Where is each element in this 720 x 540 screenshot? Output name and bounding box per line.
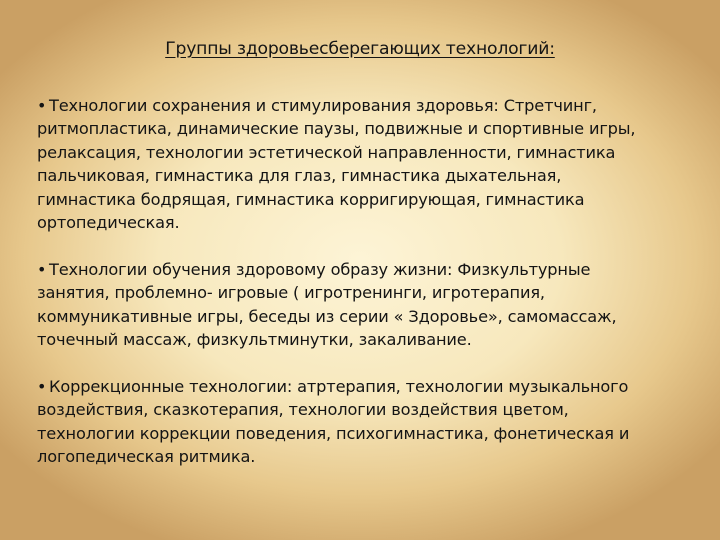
bullet-icon: • <box>37 96 47 115</box>
paragraph-line: ритмопластика, динамические паузы, подвижные и спортивные игры, <box>37 119 636 139</box>
paragraph-line: воздействия, сказкотерапия, технологии воздействия цветом, <box>37 400 569 420</box>
bullet-paragraph-health-preservation <box>37 94 697 234</box>
paragraph-line: коммуникативные игры, беседы из серии « Здоровье», самомассаж, <box>37 306 617 326</box>
bullet-icon: • <box>37 377 47 396</box>
paragraph-line: точечный массаж, физкультминутки, закаливание. <box>37 330 472 350</box>
paragraph-line: занятия, проблемно- игровые ( игротренинги, игротерапия, <box>37 283 545 303</box>
slide-title: Группы здоровьесберегающих технологий: <box>165 39 555 59</box>
paragraph-line <box>37 375 697 398</box>
line-text: Коррекционные технологии: атртерапия, технологии музыкального <box>49 377 629 396</box>
bullet-paragraph-healthy-lifestyle <box>37 258 697 352</box>
paragraph-line: логопедическая ритмика. <box>37 447 256 467</box>
paragraph-line: технологии коррекции поведения, психогимнастика, фонетическая и <box>37 423 630 443</box>
paragraph-line: пальчиковая, гимнастика для глаз, гимнастика дыхательная, <box>37 166 562 186</box>
paragraph-line: гимнастика бодрящая, гимнастика корригирующая, гимнастика <box>37 189 585 209</box>
line-text: Технологии сохранения и стимулирования здоровья: Стретчинг, <box>49 96 597 115</box>
line-text: Технологии обучения здоровому образу жизни: Физкультурные <box>49 260 591 279</box>
bullet-paragraph-correction <box>37 375 697 469</box>
bullet-icon: • <box>37 260 47 279</box>
paragraph-line <box>37 258 697 281</box>
paragraph-line: релаксация, технологии эстетической направленности, гимнастика <box>37 142 616 162</box>
paragraph-line <box>37 94 697 117</box>
paragraph-line: ортопедическая. <box>37 213 180 233</box>
